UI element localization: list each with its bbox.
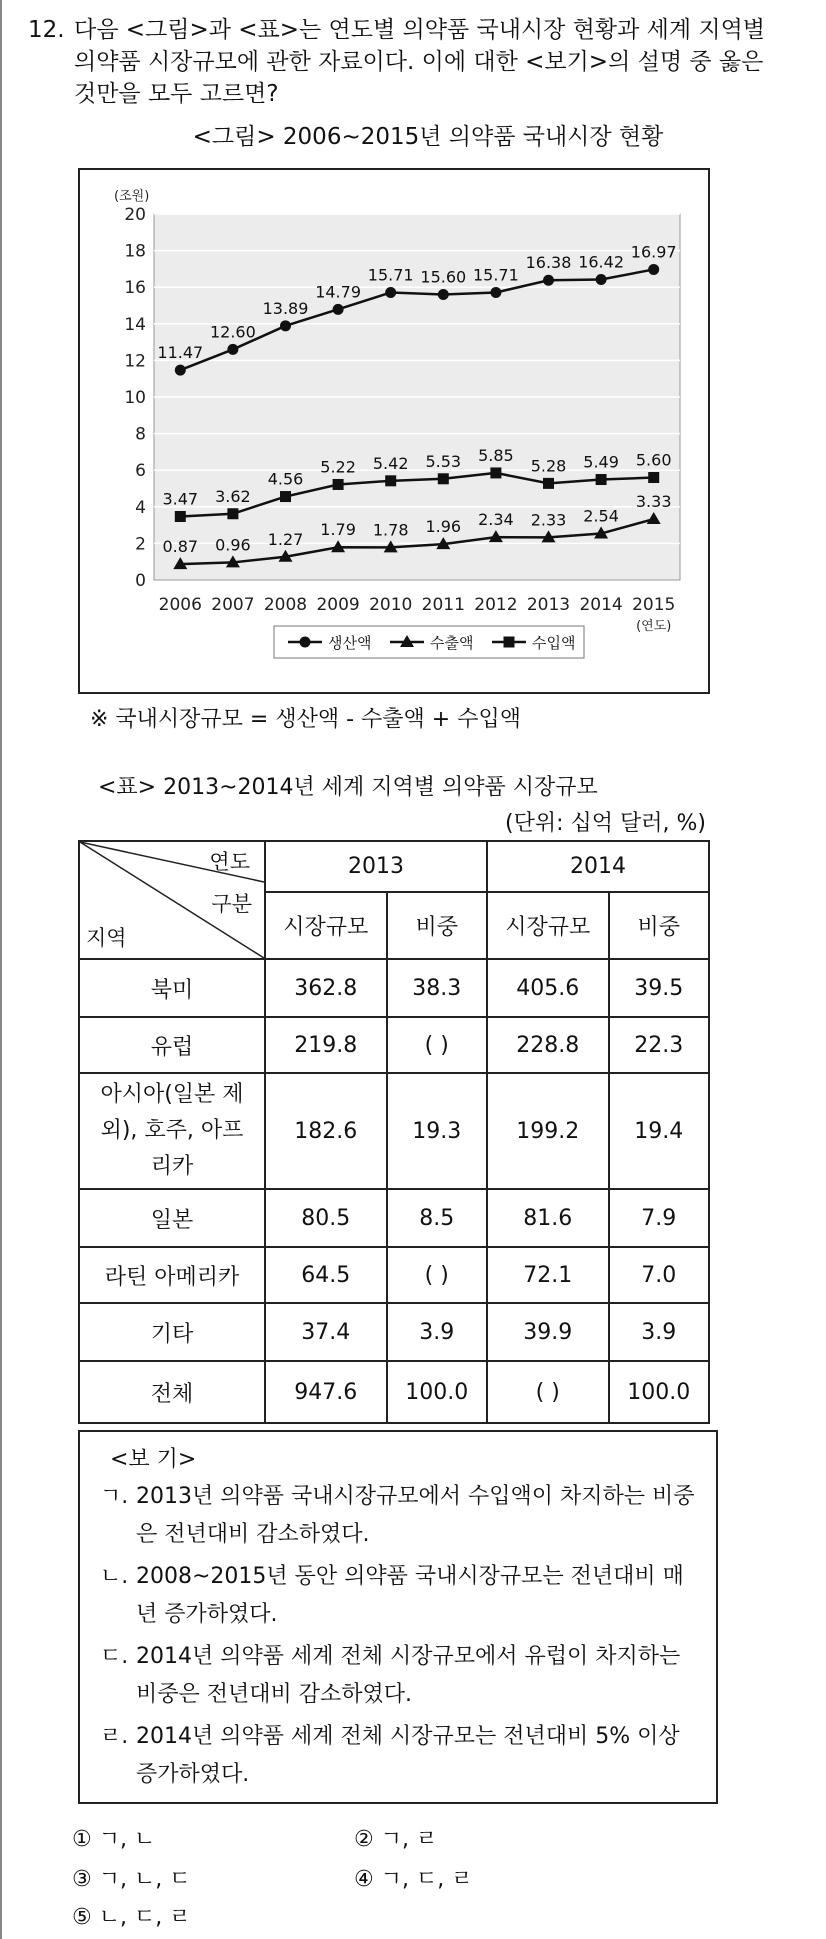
value-cell: 7.0 (609, 1247, 709, 1303)
choice-5[interactable] (72, 1900, 190, 1931)
legend-label: 생산액 (328, 634, 372, 652)
y-tick-label: 20 (124, 205, 146, 225)
choice-text: ㄱ, ㄴ, ㄷ (98, 1867, 191, 1892)
data-label: 5.28 (530, 456, 567, 476)
data-label: 15.60 (420, 267, 467, 287)
data-point-square (227, 508, 238, 519)
y-tick-label: 6 (135, 461, 146, 482)
region-cell: 유럽 (79, 1017, 265, 1073)
boki-item-3 (100, 1638, 700, 1714)
data-point-circle (490, 287, 501, 298)
data-label: 4.56 (267, 469, 304, 489)
choice-number: ⑤ (72, 1905, 92, 1930)
region-cell: 북미 (79, 959, 265, 1017)
choice-text: ㄱ, ㄷ, ㄹ (380, 1867, 473, 1892)
x-tick-label: 2007 (211, 595, 255, 615)
value-cell: 81.6 (487, 1189, 609, 1247)
data-label: 5.22 (320, 457, 356, 477)
y-axis-label: (조원) (114, 189, 150, 204)
y-tick-label: 0 (135, 571, 146, 591)
data-point-circle (648, 264, 659, 275)
boki-item-2 (100, 1558, 700, 1634)
region-cell: 아시아(일본 제외), 호주, 아프리카 (79, 1073, 265, 1189)
y-tick-label: 16 (124, 278, 146, 299)
table-row (79, 1361, 709, 1423)
choice-3[interactable] (72, 1862, 190, 1893)
boki-text: 2008~2015년 동안 의약품 국내시장규모는 전년대비 매년 증가하였다. (136, 1564, 684, 1627)
data-point-square (175, 511, 186, 522)
boki-title: <보 기> (110, 1447, 197, 1472)
table-row (79, 1247, 709, 1303)
corner-category-label: 구분 (211, 892, 252, 916)
data-label: 2.34 (478, 510, 514, 530)
data-label: 15.71 (472, 265, 519, 285)
data-label: 1.96 (425, 517, 462, 537)
value-cell: 3.9 (387, 1303, 487, 1361)
year-header-2014: 2014 (487, 841, 709, 892)
x-tick-label: 2008 (263, 595, 308, 615)
boki-marker: ㄴ. (100, 1564, 129, 1589)
value-cell: 39.5 (609, 959, 709, 1017)
choice-text: ㄴ, ㄷ, ㄹ (98, 1905, 191, 1930)
data-point-circle (333, 304, 344, 315)
figure-footnote: ※ 국내시장규모 = 생산액 - 수출액 + 수입액 (90, 707, 521, 732)
data-label: 5.85 (478, 445, 514, 465)
boki-text: 2014년 의약품 세계 전체 시장규모에서 유럽이 차지하는 비중은 전년대비 감소하였다. (136, 1644, 681, 1707)
choice-text: ㄱ, ㄴ (98, 1827, 156, 1852)
table-row (79, 959, 709, 1017)
subcol-share-2014: 비중 (609, 892, 709, 959)
left-margin-rule (0, 0, 2, 1939)
data-label: 1.78 (372, 520, 409, 540)
y-tick-label: 4 (135, 497, 146, 518)
value-cell: 947.6 (265, 1361, 387, 1423)
data-point-square (280, 491, 291, 502)
choice-2[interactable] (354, 1822, 437, 1853)
question-number: 12. (28, 17, 65, 43)
value-cell: ( ) (387, 1017, 487, 1073)
data-point-circle (280, 320, 291, 331)
value-cell: 362.8 (265, 959, 387, 1017)
value-cell: 19.4 (609, 1073, 709, 1189)
choice-number: ② (354, 1827, 374, 1852)
value-cell: 182.6 (265, 1073, 387, 1189)
value-cell: 80.5 (265, 1189, 387, 1247)
data-label: 3.62 (215, 486, 251, 506)
data-point-circle (438, 289, 449, 300)
data-label: 0.96 (215, 535, 251, 555)
corner-region-label: 지역 (86, 926, 127, 950)
data-label: 5.42 (372, 453, 409, 473)
boki-item-4 (100, 1718, 700, 1794)
boki-text: 2014년 의약품 세계 전체 시장규모는 전년대비 5% 이상 증가하였다. (136, 1724, 680, 1787)
chart-canvas (80, 170, 708, 692)
value-cell: 22.3 (609, 1017, 709, 1073)
data-label: 3.47 (162, 489, 199, 509)
boki-marker: ㄷ. (100, 1644, 129, 1669)
value-cell: 19.3 (387, 1073, 487, 1189)
x-tick-label: 2011 (421, 595, 465, 615)
data-point-square (438, 473, 449, 484)
x-tick-label: 2013 (526, 595, 571, 615)
value-cell: 8.5 (387, 1189, 487, 1247)
value-cell: 100.0 (387, 1361, 487, 1423)
value-cell: 39.9 (487, 1303, 609, 1361)
choice-4[interactable] (354, 1862, 472, 1893)
subcol-market-2014: 시장규모 (487, 892, 609, 959)
data-label: 16.42 (578, 252, 625, 272)
x-tick-label: 2009 (316, 595, 360, 615)
value-cell: ( ) (487, 1361, 609, 1423)
data-point-square (385, 475, 396, 486)
subcol-share-2013: 비중 (387, 892, 487, 959)
line-chart (78, 168, 710, 694)
region-cell: 기타 (79, 1303, 265, 1361)
choice-number: ③ (72, 1867, 92, 1892)
data-point-square (543, 478, 554, 489)
legend-label: 수출액 (430, 634, 474, 652)
region-cell: 일본 (79, 1189, 265, 1247)
x-axis-label: (연도) (636, 619, 672, 634)
choice-text: ㄱ, ㄹ (380, 1827, 438, 1852)
x-tick-label: 2010 (369, 595, 413, 615)
boki-box (78, 1430, 718, 1804)
data-point-circle (596, 274, 607, 285)
value-cell: 7.9 (609, 1189, 709, 1247)
table-row (79, 1303, 709, 1361)
table-row (79, 1073, 709, 1189)
data-label: 15.71 (367, 265, 414, 285)
data-label: 16.38 (525, 253, 572, 273)
boki-item-1 (100, 1478, 700, 1554)
value-cell: ( ) (387, 1247, 487, 1303)
y-tick-label: 14 (124, 314, 146, 335)
data-point-square (333, 479, 344, 490)
market-table (78, 840, 710, 1424)
table-row (79, 1189, 709, 1247)
choice-number: ① (72, 1827, 92, 1852)
choice-1[interactable] (72, 1822, 155, 1853)
data-label: 5.60 (635, 450, 672, 470)
data-label: 16.97 (630, 242, 677, 262)
question-stem (28, 14, 788, 110)
table-row (79, 1017, 709, 1073)
legend-label: 수입액 (532, 634, 576, 652)
value-cell: 219.8 (265, 1017, 387, 1073)
x-tick-label: 2006 (158, 595, 202, 615)
region-cell: 라틴 아메리카 (79, 1247, 265, 1303)
boki-marker: ㄱ. (100, 1484, 129, 1509)
corner-year-label: 연도 (209, 850, 250, 874)
data-point-circle (227, 344, 238, 355)
boki-marker: ㄹ. (100, 1724, 129, 1749)
value-cell: 405.6 (487, 959, 609, 1017)
data-point-circle (175, 365, 186, 376)
legend-marker-square (504, 637, 515, 648)
data-label: 3.33 (635, 492, 672, 512)
data-point-circle (543, 275, 554, 286)
table-unit: (단위: 십억 달러, %) (505, 811, 706, 836)
data-label: 0.87 (162, 537, 199, 557)
y-tick-label: 8 (135, 424, 146, 445)
y-tick-label: 10 (124, 388, 146, 408)
legend-marker-circle (300, 637, 311, 648)
x-tick-label: 2014 (579, 595, 623, 615)
value-cell: 38.3 (387, 959, 487, 1017)
value-cell: 100.0 (609, 1361, 709, 1423)
value-cell: 3.9 (609, 1303, 709, 1361)
table-corner-header (79, 841, 265, 959)
data-label: 5.49 (583, 452, 619, 472)
data-label: 5.53 (425, 451, 462, 471)
region-cell: 전체 (79, 1361, 265, 1423)
year-header-2013: 2013 (265, 841, 487, 892)
data-point-circle (385, 287, 396, 298)
choice-number: ④ (354, 1867, 374, 1892)
data-point-square (490, 467, 501, 478)
value-cell: 64.5 (265, 1247, 387, 1303)
y-tick-label: 18 (124, 241, 146, 262)
data-label: 1.27 (267, 529, 304, 549)
x-tick-label: 2012 (474, 595, 518, 615)
y-tick-label: 2 (135, 534, 146, 555)
y-tick-label: 12 (124, 351, 146, 372)
data-label: 12.60 (209, 322, 256, 342)
data-label: 13.89 (262, 298, 309, 318)
data-label: 11.47 (157, 343, 204, 363)
value-cell: 228.8 (487, 1017, 609, 1073)
data-label: 1.79 (320, 520, 356, 540)
question-text: 다음 <그림>과 <표>는 연도별 의약품 국내시장 현황과 세계 지역별 의약품 시장규모에 관한 자료이다. 이에 대한 <보기>의 설명 중 옳은 것만을 모두 고르면? (74, 17, 766, 107)
table-title: <표> 2013~2014년 세계 지역별 의약품 시장규모 (98, 775, 598, 800)
data-label: 14.79 (315, 282, 362, 302)
x-tick-label: 2015 (632, 595, 676, 615)
data-point-square (648, 472, 659, 483)
subcol-market-2013: 시장규모 (265, 892, 387, 959)
data-label: 2.33 (530, 510, 567, 530)
value-cell: 199.2 (487, 1073, 609, 1189)
data-label: 2.54 (583, 506, 619, 526)
figure-title: <그림> 2006~2015년 의약품 국내시장 현황 (192, 124, 664, 150)
boki-text: 2013년 의약품 국내시장규모에서 수입액이 차지하는 비중은 전년대비 감소하였다. (136, 1484, 695, 1547)
data-point-square (596, 474, 607, 485)
value-cell: 72.1 (487, 1247, 609, 1303)
value-cell: 37.4 (265, 1303, 387, 1361)
